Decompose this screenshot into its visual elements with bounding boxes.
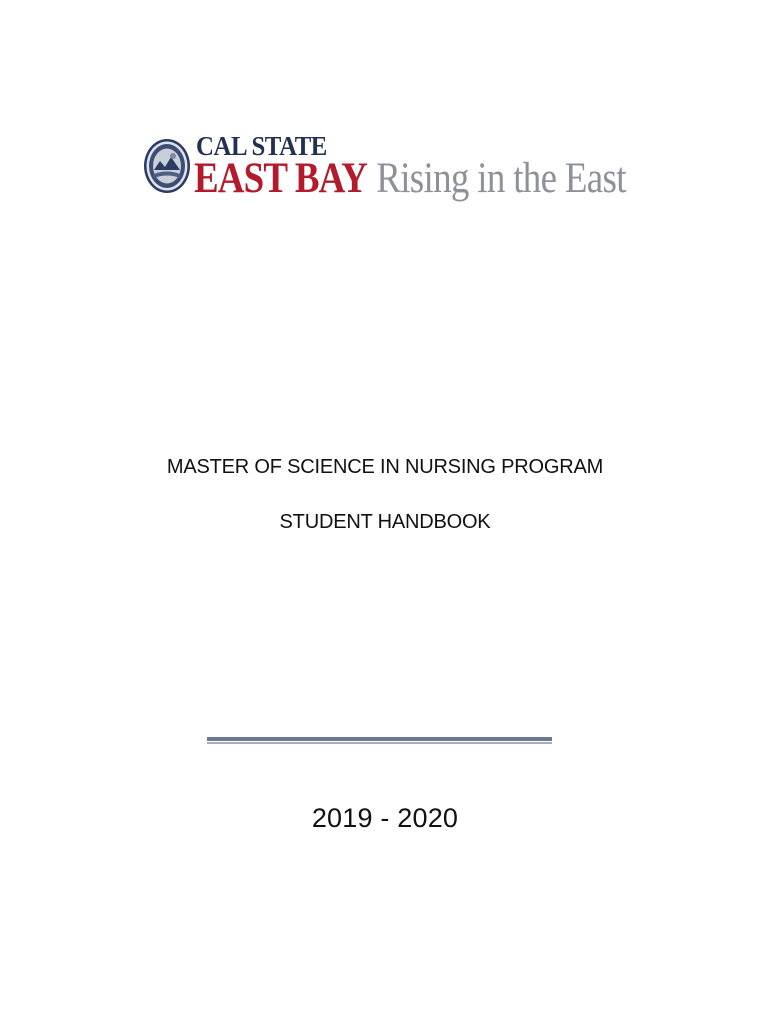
academic-year: 2019 - 2020 [311,803,459,833]
divider-line-thick [207,737,552,741]
logo-tagline: Rising in the East [376,155,626,202]
program-title: MASTER OF SCIENCE IN NURSING PROGRAM [166,456,604,478]
logo-top-line: CAL STATE [196,131,327,161]
handbook-title: STUDENT HANDBOOK [279,511,491,533]
divider-line-thin [207,742,552,744]
university-logo [142,133,632,205]
title-divider [207,737,552,744]
logo-main-line [194,157,626,200]
logo-name: EAST BAY [194,155,367,202]
university-seal-icon [142,136,196,196]
